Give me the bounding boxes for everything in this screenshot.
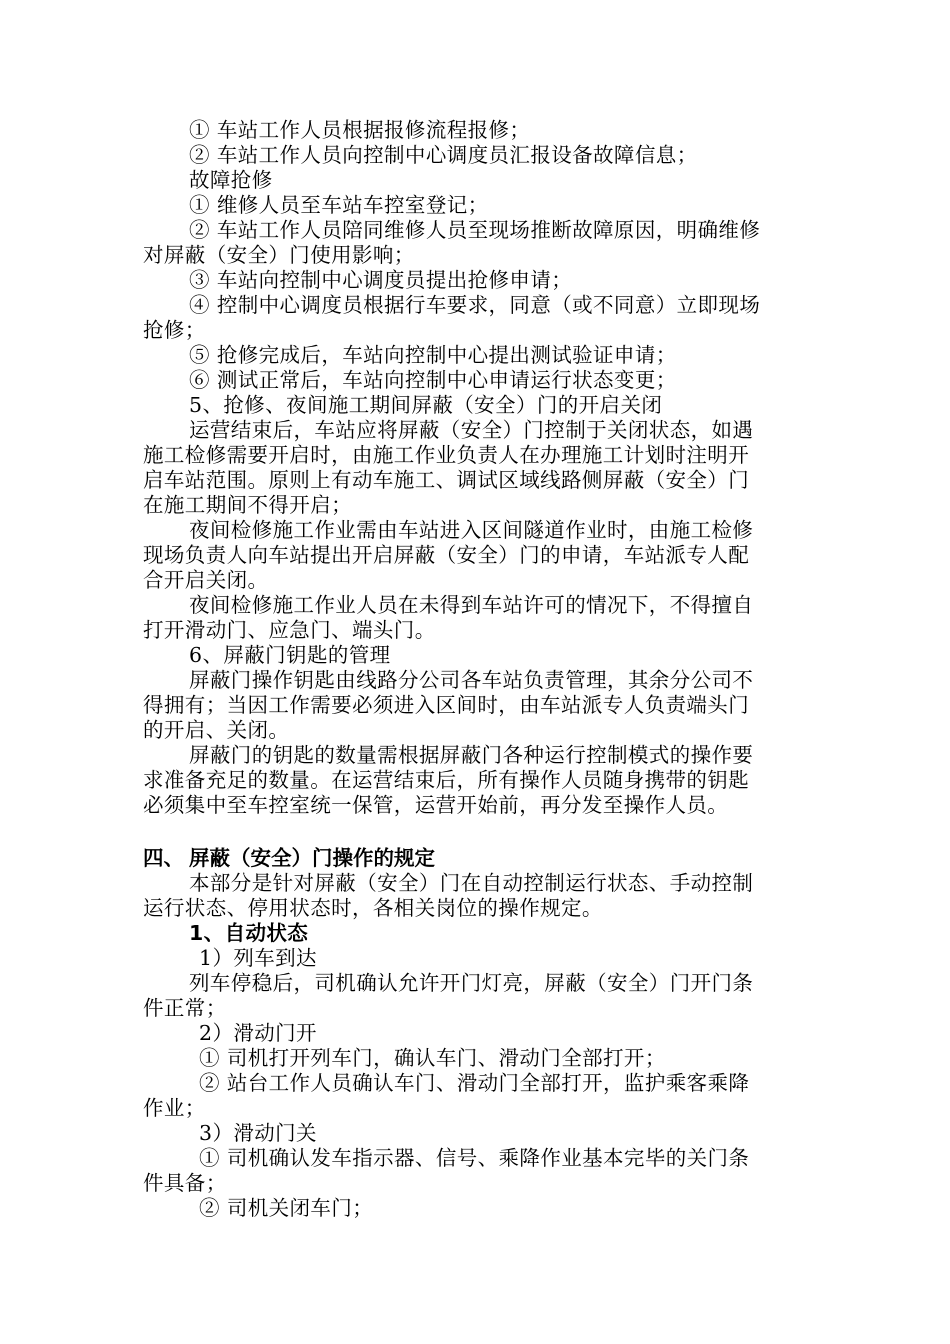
text-line: ③ 车站向控制中心调度员提出抢修申请； [189, 268, 573, 292]
text-line: 列车停稳后，司机确认允许开门灯亮，屏蔽（安全）门开门条 [189, 971, 754, 995]
section-number: 四、 [143, 846, 184, 870]
text-line: 件正常； [143, 996, 227, 1020]
text-line: ④ 控制中心调度员根据行车要求，同意（或不同意）立即现场 [189, 293, 761, 317]
section-heading [143, 846, 808, 871]
text-line: 在施工期间不得开启； [143, 493, 352, 517]
text-line: 求准备充足的数量。在运营结束后，所有操作人员随身携带的钥匙 [143, 768, 750, 792]
text-line: 3）滑动门关 [199, 1121, 317, 1145]
text-line: ② 车站工作人员向控制中心调度员汇报设备故障信息； [189, 143, 698, 167]
section-title: 屏蔽（安全）门操作的规定 [189, 846, 435, 870]
text-line: 对屏蔽（安全）门使用影响； [143, 243, 415, 267]
text-line: 施工检修需要开启时，由施工作业负责人在办理施工计划时注明开 [143, 443, 750, 467]
text-line: 2）滑动门开 [199, 1021, 317, 1045]
subsection-heading: 1、自动状态 [189, 921, 309, 945]
text-line: ① 司机确认发车指示器、信号、乘降作业基本完毕的关门条 [199, 1146, 750, 1170]
text-block-after [143, 871, 808, 1221]
text-line: 必须集中至车控室统一保管，运营开始前，再分发至操作人员。 [143, 793, 729, 817]
text-line: 故障抢修 [189, 168, 273, 192]
text-line: ② 站台工作人员确认车门、滑动门全部打开，监护乘客乘降 [199, 1071, 750, 1095]
text-line: 运营结束后，车站应将屏蔽（安全）门控制于关闭状态，如遇 [189, 418, 754, 442]
text-line: 本部分是针对屏蔽（安全）门在自动控制运行状态、手动控制 [189, 871, 754, 895]
text-line: ⑤ 抢修完成后，车站向控制中心提出测试验证申请； [189, 343, 677, 367]
text-line: 启车站范围。原则上有动车施工、调试区域线路侧屏蔽（安全）门 [143, 468, 750, 492]
text-block-before [143, 118, 808, 818]
text-line: ② 司机关闭车门； [199, 1196, 374, 1220]
text-line: 运行状态、停用状态时，各相关岗位的操作规定。 [143, 896, 603, 920]
document-page [143, 118, 808, 1221]
text-line: 夜间检修施工作业人员在未得到车站许可的情况下，不得擅自 [189, 593, 754, 617]
text-line: 打开滑动门、应急门、端头门。 [143, 618, 436, 642]
text-line: 6、屏蔽门钥匙的管理 [189, 643, 391, 667]
text-line: ① 司机打开列车门，确认车门、滑动门全部打开； [199, 1046, 666, 1070]
text-line: 1）列车到达 [199, 946, 317, 970]
text-line: 5、抢修、夜间施工期间屏蔽（安全）门的开启关闭 [189, 393, 663, 417]
text-line: 得拥有；当因工作需要必须进入区间时，由车站派专人负责端头门 [143, 693, 750, 717]
section-gap [143, 818, 808, 846]
text-line: ① 维修人员至车站车控室登记； [189, 193, 489, 217]
text-line: 作业； [143, 1096, 206, 1120]
text-line: 件具备； [143, 1171, 227, 1195]
text-line: 屏蔽门操作钥匙由线路分公司各车站负责管理，其余分公司不 [189, 668, 754, 692]
text-line: 的开启、关闭。 [143, 718, 290, 742]
text-line: 夜间检修施工作业需由车站进入区间隧道作业时，由施工检修 [189, 518, 754, 542]
text-line: 抢修； [143, 318, 206, 342]
text-line: ⑥ 测试正常后，车站向控制中心申请运行状态变更； [189, 368, 677, 392]
text-line: 现场负责人向车站提出开启屏蔽（安全）门的申请，车站派专人配 [143, 543, 750, 567]
text-line: ② 车站工作人员陪同维修人员至现场推断故障原因，明确维修 [189, 218, 761, 242]
text-line: ① 车站工作人员根据报修流程报修； [189, 118, 531, 142]
text-line: 合开启关闭。 [143, 568, 269, 592]
text-line: 屏蔽门的钥匙的数量需根据屏蔽门各种运行控制模式的操作要 [189, 743, 754, 767]
